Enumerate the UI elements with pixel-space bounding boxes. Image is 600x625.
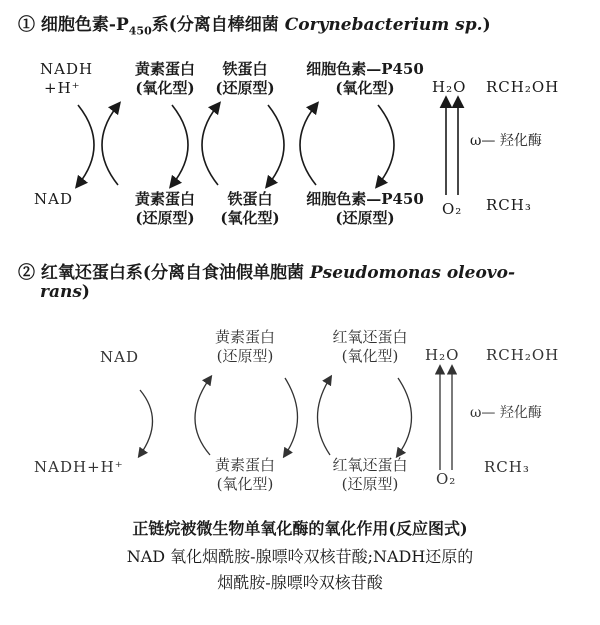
s1-arc-fe-red-to-ox bbox=[268, 105, 284, 185]
s2-product: RCH₂OH bbox=[486, 346, 560, 364]
section2-organism-line1: Pseudomonas oleovo- bbox=[309, 263, 516, 283]
s1-p450-red-state: (还原型) bbox=[335, 209, 395, 227]
section1-title-text: 细胞色素-P bbox=[40, 15, 129, 35]
caption-line2: NAD 氧化烟酰胺-腺嘌呤双核苷酸;NADH还原的 bbox=[126, 547, 474, 566]
s1-nad: NAD bbox=[34, 190, 73, 208]
s1-p450-ox-state: (氧化型) bbox=[335, 79, 395, 97]
s1-substrate: RCH₃ bbox=[486, 196, 532, 214]
s1-arc-p450-ox-to-red bbox=[378, 105, 394, 185]
s2-fp-red-state: (还原型) bbox=[216, 347, 274, 365]
s2-nadh: NADH+H⁺ bbox=[34, 458, 124, 476]
s1-fe-ox-state: (氧化型) bbox=[220, 209, 280, 227]
section1-organism: Corynebacterium sp. bbox=[284, 15, 483, 35]
s2-nad: NAD bbox=[100, 348, 139, 366]
s2-fp-ox-state: (氧化型) bbox=[216, 475, 274, 493]
section1-title-close: ) bbox=[482, 15, 491, 35]
s1-arc-nadh-to-nad bbox=[78, 105, 94, 185]
s1-p450-ox-name: 细胞色素—P450 bbox=[306, 60, 424, 78]
s1-p450-red-name: 细胞色素—P450 bbox=[306, 190, 424, 208]
s2-arc-rub-red-to-ox bbox=[318, 378, 331, 455]
s1-fe-red-name: 铁蛋白 bbox=[222, 60, 268, 78]
s1-fe-ox-name: 铁蛋白 bbox=[227, 190, 273, 208]
s2-oxygen: O₂ bbox=[436, 470, 457, 488]
s1-nadh: NADH bbox=[40, 60, 94, 78]
s2-arc-fp-ox-to-red bbox=[195, 378, 210, 455]
s1-hplus: +H⁺ bbox=[44, 79, 81, 97]
s1-omega-hydroxylase: ω— 羟化酶 bbox=[470, 133, 542, 149]
s1-product: RCH₂OH bbox=[486, 78, 560, 96]
s1-fe-red-state: (还原型) bbox=[215, 79, 275, 97]
s2-water: H₂O bbox=[425, 346, 460, 364]
s2-omega-hydroxylase: ω— 羟化酶 bbox=[470, 405, 542, 421]
s1-fp-red-state: (还原型) bbox=[135, 209, 195, 227]
section2-organism-line2: rans bbox=[40, 282, 82, 302]
s2-arc-nad-side bbox=[140, 390, 153, 455]
s2-rub-red-state: (还原型) bbox=[341, 475, 399, 493]
s2-arc-fp-red-to-ox bbox=[285, 378, 298, 455]
section2-marker: ② bbox=[18, 263, 35, 283]
s2-rub-red-name: 红氧还蛋白 bbox=[332, 456, 408, 474]
caption-line3: 烟酰胺-腺嘌呤双核苷酸 bbox=[217, 573, 383, 592]
section2-title-text: 红氧还蛋白系(分离自食油假单胞菌 bbox=[40, 263, 304, 283]
section1-title-subscript: 450 bbox=[128, 24, 152, 38]
s2-fp-ox-name: 黄素蛋白 bbox=[214, 456, 275, 474]
section2-title-close: ) bbox=[81, 282, 90, 302]
s1-arc-p450-red-to-ox bbox=[300, 105, 316, 185]
s2-fp-red-name: 黄素蛋白 bbox=[214, 328, 275, 346]
s1-arc-fp-red-to-ox bbox=[102, 105, 118, 185]
section1-title-rest: 系(分离自棒细菌 bbox=[151, 15, 279, 35]
caption-line1: 正链烷被微生物单氧化酶的氧化作用(反应图式) bbox=[132, 519, 468, 538]
s1-oxygen: O₂ bbox=[442, 200, 463, 218]
s2-rub-ox-name: 红氧还蛋白 bbox=[332, 328, 408, 346]
s2-arc-rub-ox-to-red bbox=[398, 378, 412, 455]
s1-arc-fp-ox-to-red bbox=[172, 105, 188, 185]
s2-rub-ox-state: (氧化型) bbox=[341, 347, 399, 365]
s1-fp-red-name: 黄素蛋白 bbox=[134, 190, 195, 208]
s1-water: H₂O bbox=[432, 78, 467, 96]
s2-substrate: RCH₃ bbox=[484, 458, 530, 476]
s1-fp-ox-state: (氧化型) bbox=[135, 79, 195, 97]
section1-marker: ① bbox=[18, 15, 35, 35]
s1-arc-fe-ox-to-red bbox=[202, 105, 218, 185]
s1-fp-ox-name: 黄素蛋白 bbox=[134, 60, 195, 78]
